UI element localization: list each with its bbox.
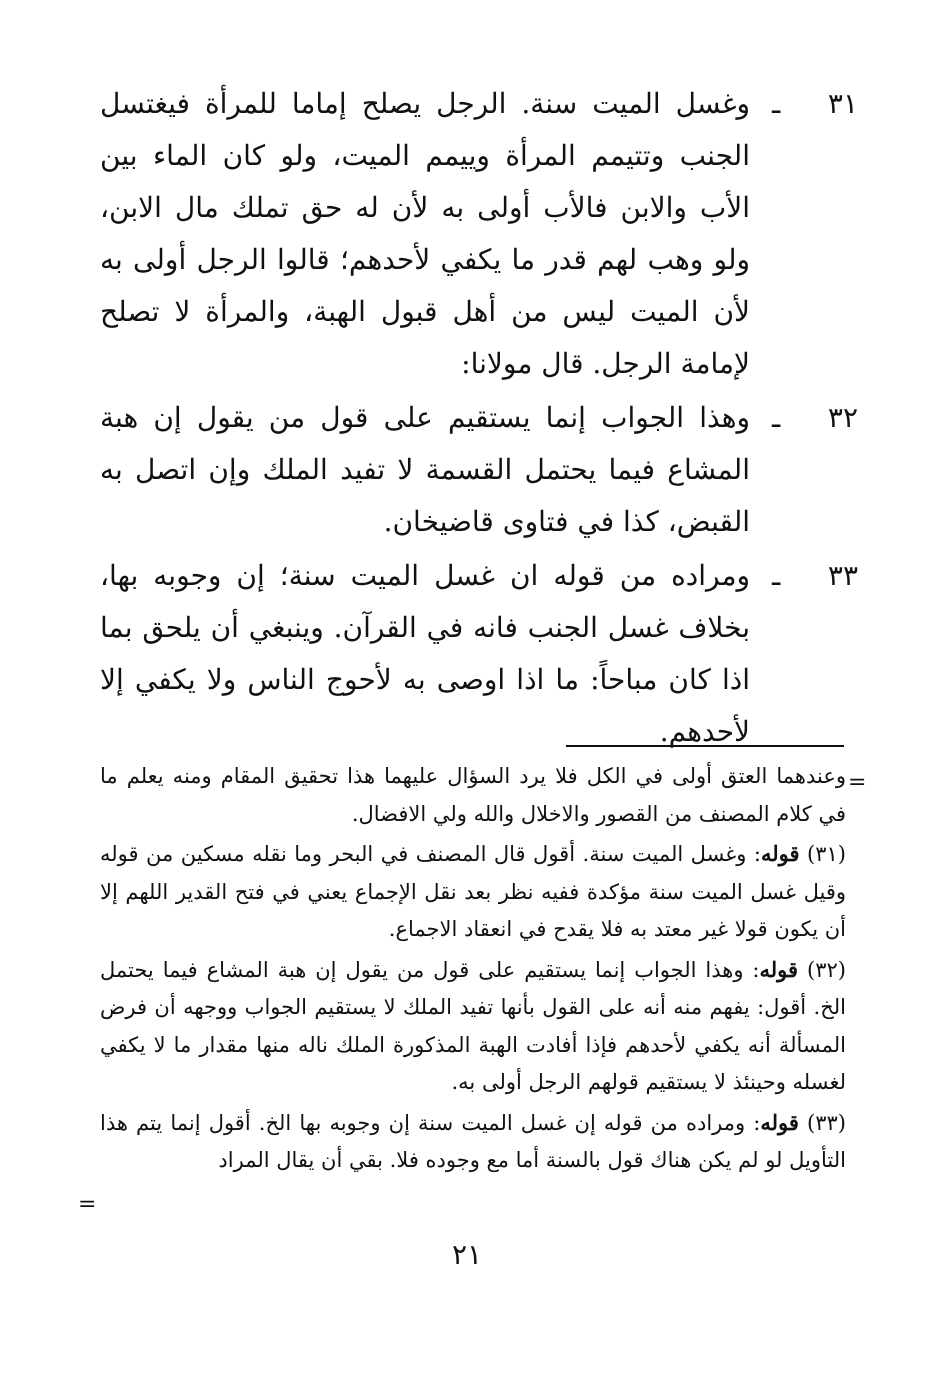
footnote-text: : وغسل الميت سنة. أقول قال المصنف في البحر وما نقله مسكين من قوله وقيل غسل الميت سنة مؤكدة ففيه نظر بعد نقل الإجماع يعني في فتح القدير اللهم إلا أن يكون قولا غير معتد به فلا يقدح في انعقاد الاجماع.	[100, 842, 846, 941]
footnote-31	[100, 835, 846, 949]
footnote-number: (٣١)	[807, 842, 846, 866]
footnote-text: : ومراده من قوله إن غسل الميت سنة إن وجوبه بها الخ. أقول إنما يتم هذا التأويل لو لم يكن هناك قول بالسنة أما مع وجوده فلا. بقي أن يقال المراد	[100, 1110, 846, 1172]
footnote-label: قوله	[760, 1109, 799, 1135]
end-continuation-mark: =	[78, 1192, 97, 1217]
continuation-mark: =	[848, 770, 867, 795]
entry-number	[772, 78, 858, 130]
entry-dash: ـ	[772, 401, 781, 434]
footnotes	[100, 758, 846, 1182]
footnote-33	[100, 1104, 846, 1180]
footnote-divider	[566, 745, 844, 747]
footnote-continuation: وعندهما العتق أولى في الكل فلا يرد السؤال عليهما هذا تحقيق المقام ومنه يعلم ما في كلام المصنف من القصور والاخلال والله ولي الافضال.	[100, 764, 846, 826]
entry-number-value: ٣٢	[827, 401, 858, 434]
entry-text: وهذا الجواب إنما يستقيم على قول من يقول إن هبة المشاع فيما يحتمل القسمة لا تفيد الملك وإن اتصل به القبض، كذا في فتاوى قاضيخان.	[100, 401, 750, 538]
footnote-number: (٣٢)	[807, 957, 846, 982]
page-number: ٢١	[451, 1238, 483, 1271]
footnote-number: (٣٣)	[807, 1110, 846, 1135]
entry-33	[100, 550, 858, 758]
footnote-label: قوله	[760, 841, 800, 866]
entry-dash: ـ	[772, 87, 781, 120]
footnote-label: قوله	[759, 956, 799, 982]
entry-31	[100, 78, 858, 390]
main-text	[100, 78, 858, 760]
entry-dash: ـ	[772, 559, 781, 592]
entry-number-value: ٣٣	[827, 559, 858, 592]
entry-32	[100, 392, 858, 548]
entry-text: ومراده من قوله ان غسل الميت سنة؛ إن وجوبه بها، بخلاف غسل الجنب فانه في القرآن. وينبغي أن يلحق بما اذا كان مباحاً: ما اذا اوصى به لأحوج الناس ولا يكفي إلا لأحدهم.	[100, 559, 750, 748]
entry-number-value: ٣١	[827, 87, 858, 120]
footnote-text: : وهذا الجواب إنما يستقيم على قول من يقول إن هبة المشاع فيما يحتمل الخ. أقول: يفهم منه أنه على القول بأنها تفيد الملك لا يستقيم الجواب ووجهه أن فرض المسألة أنه يكفي لأحدهم فإذا أفادت الهبة المذكورة الملك ناله منها مقدار ما لا يكفي لغسله وحينئذ لا يستقيم قولهم الرجل أولى به.	[100, 957, 846, 1094]
footnote-32	[100, 951, 846, 1102]
entry-text: وغسل الميت سنة. الرجل يصلح إماما للمرأة فيغتسل الجنب وتتيمم المرأة وييمم الميت، ولو كان الماء بين الأب والابن فالأب أولى به لأن له حق تملك مال الابن، ولو وهب لهم قدر ما يكفي لأحدهم؛ قالوا الرجل أولى به لأن الميت ليس من أهل قبول الهبة، والمرأة لا تصلح لإمامة الرجل. قال مولانا:	[100, 87, 750, 380]
entry-number	[772, 550, 858, 602]
entry-number	[772, 392, 858, 444]
